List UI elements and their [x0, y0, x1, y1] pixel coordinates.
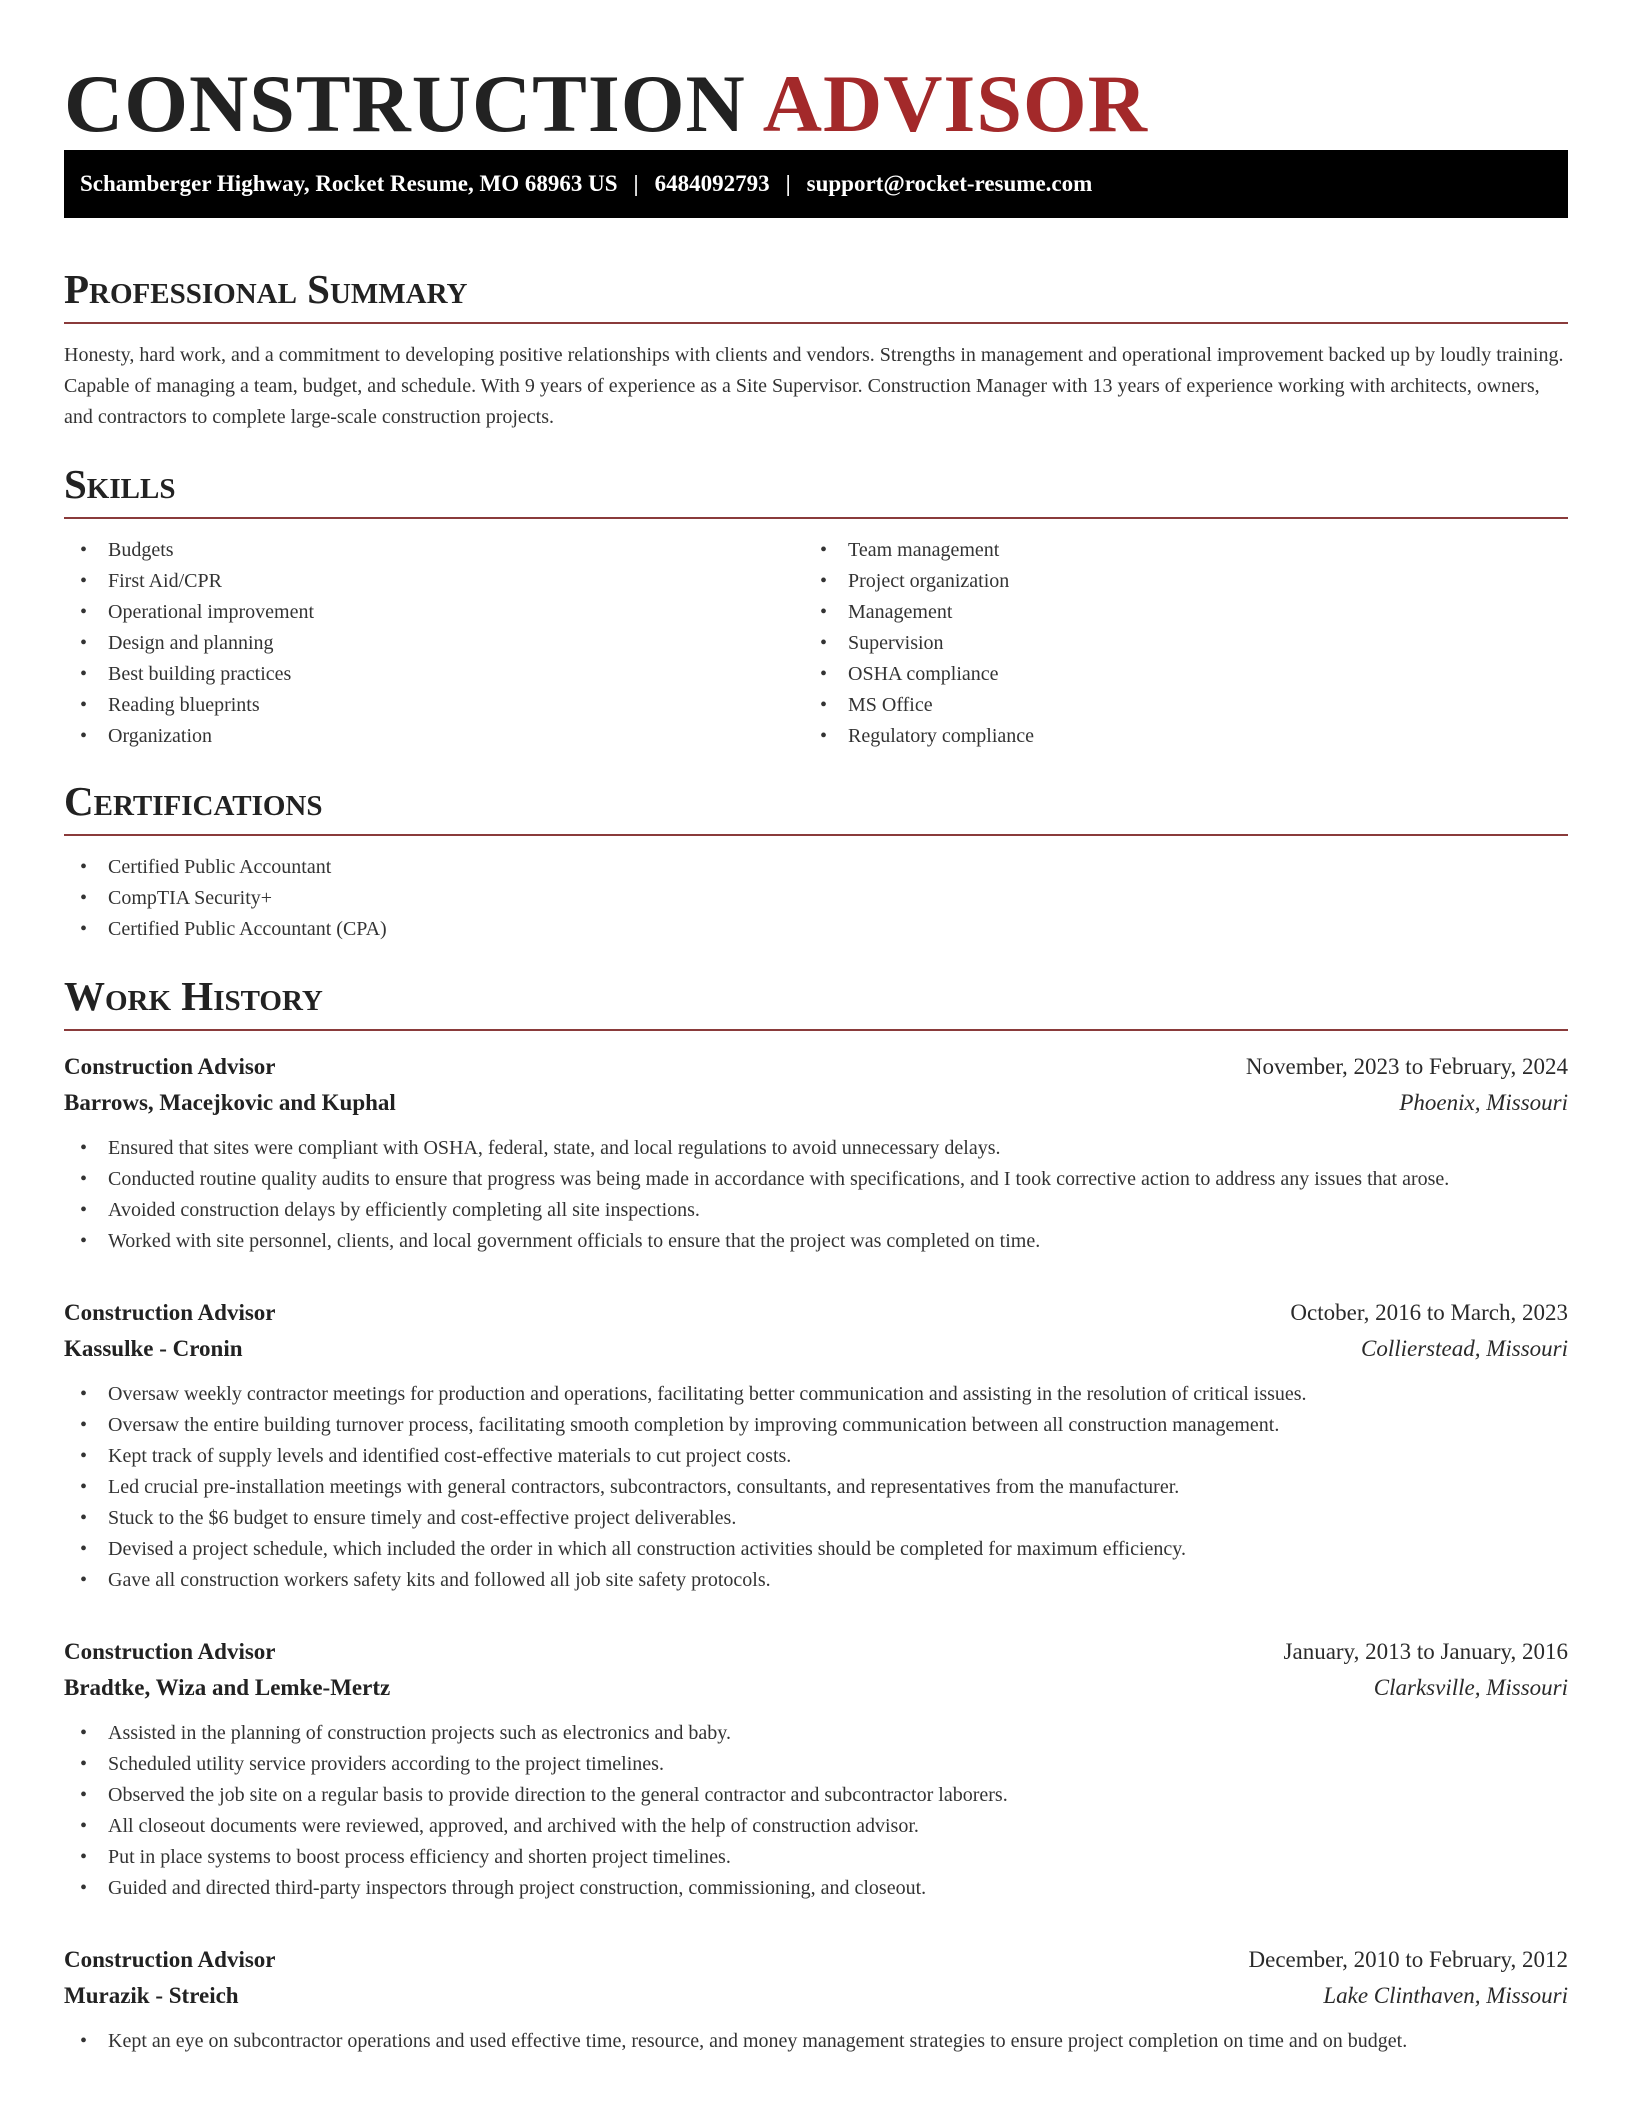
job-duties-list [64, 1379, 1568, 1596]
job-entry [64, 1049, 1568, 1257]
certifications-list [64, 852, 1568, 945]
job-header-row [64, 1634, 1568, 1670]
job-company-row [64, 1085, 1568, 1121]
title-main: CONSTRUCTION [64, 58, 746, 149]
summary-heading: Professional Summary [64, 264, 1568, 324]
certifications-heading: Certifications [64, 776, 1568, 836]
certification-item: • Certified Public Accountant [64, 852, 1568, 883]
job-title: Construction Advisor [64, 1639, 276, 1664]
contact-separator: | [633, 171, 639, 196]
job-entry [64, 1634, 1568, 1904]
job-company: Murazik - Streich [64, 1983, 239, 2008]
job-duty-item: • Guided and directed third-party inspectors through project construction, commissioning, and closeout. [64, 1873, 1568, 1904]
skills-list-right [804, 535, 1544, 752]
skill-item: • Design and planning [64, 628, 804, 659]
job-duty-item: • Kept track of supply levels and identified cost-effective materials to cut project costs. [64, 1441, 1568, 1472]
skill-item: • Regulatory compliance [804, 721, 1544, 752]
skills-grid [64, 535, 1568, 752]
job-dates: January, 2013 to January, 2016 [1283, 1639, 1568, 1664]
contact-bar [64, 150, 1568, 218]
skills-heading: Skills [64, 459, 1568, 519]
skill-item: • Reading blueprints [64, 690, 804, 721]
job-duty-item: • Led crucial pre-installation meetings with general contractors, subcontractors, consultants, and representatives from the manufacturer. [64, 1472, 1568, 1503]
job-duty-item: • Avoided construction delays by efficiently completing all site inspections. [64, 1195, 1568, 1226]
job-company: Bradtke, Wiza and Lemke-Mertz [64, 1675, 391, 1700]
job-duty-item: • Observed the job site on a regular basis to provide direction to the general contractor and subcontractor laborers. [64, 1780, 1568, 1811]
skill-item: • Best building practices [64, 659, 804, 690]
job-duty-item: • Oversaw the entire building turnover process, facilitating smooth completion by improving communication between all construction management. [64, 1410, 1568, 1441]
job-duty-item: • Kept an eye on subcontractor operations and used effective time, resource, and money management strategies to ensure project completion on time and on budget. [64, 2026, 1568, 2057]
job-title: Construction Advisor [64, 1947, 276, 1972]
certification-item: • Certified Public Accountant (CPA) [64, 914, 1568, 945]
job-duty-item: • Conducted routine quality audits to ensure that progress was being made in accordance with specifications, and I took corrective action to address any issues that arose. [64, 1164, 1568, 1195]
resume-title [64, 0, 1568, 150]
job-duties-list [64, 1133, 1568, 1257]
contact-address: Schamberger Highway, Rocket Resume, MO 68963 US [80, 171, 618, 196]
job-duty-item: • Ensured that sites were compliant with OSHA, federal, state, and local regulations to avoid unnecessary delays. [64, 1133, 1568, 1164]
work-history-heading: Work History [64, 971, 1568, 1031]
contact-email: support@rocket-resume.com [806, 171, 1093, 196]
job-company: Barrows, Macejkovic and Kuphal [64, 1090, 396, 1115]
job-duties-list [64, 2026, 1568, 2057]
job-duty-item: • Stuck to the $6 budget to ensure timely and cost-effective project deliverables. [64, 1503, 1568, 1534]
job-header-row [64, 1295, 1568, 1331]
skill-item: • Supervision [804, 628, 1544, 659]
job-duty-item: • Gave all construction workers safety kits and followed all job site safety protocols. [64, 1565, 1568, 1596]
summary-text: Honesty, hard work, and a commitment to developing positive relationships with clients and vendors. Strengths in management and operational improvement backed up by loudly training. Capable of managing a team, budget, and schedule. With 9 years of experience as a Site Supervisor. Construction Manager with 13 years of experience working with architects, owners, and contractors to complete large-scale construction projects. [64, 344, 1564, 428]
job-location: Clarksville, Missouri [1373, 1675, 1568, 1700]
work-history-list [64, 1049, 1568, 2057]
skill-item: • Budgets [64, 535, 804, 566]
job-entry [64, 1295, 1568, 1596]
certification-item: • CompTIA Security+ [64, 883, 1568, 914]
skill-item: • Project organization [804, 566, 1544, 597]
skill-item: • Team management [804, 535, 1544, 566]
job-location: Lake Clinthaven, Missouri [1323, 1983, 1568, 2008]
job-duty-item: • Worked with site personnel, clients, and local government officials to ensure that the project was completed on time. [64, 1226, 1568, 1257]
contact-separator: | [785, 171, 791, 196]
job-location: Collierstead, Missouri [1360, 1336, 1568, 1361]
job-location: Phoenix, Missouri [1399, 1090, 1568, 1115]
job-company-row [64, 1978, 1568, 2014]
job-dates: December, 2010 to February, 2012 [1248, 1947, 1568, 1972]
job-company-row [64, 1331, 1568, 1367]
title-accent: ADVISOR [762, 58, 1148, 149]
skill-item: • First Aid/CPR [64, 566, 804, 597]
job-company: Kassulke - Cronin [64, 1336, 243, 1361]
contact-phone: 6484092793 [654, 171, 770, 196]
job-duty-item: • Oversaw weekly contractor meetings for production and operations, facilitating better communication and assisting in the resolution of critical issues. [64, 1379, 1568, 1410]
skill-item: • OSHA compliance [804, 659, 1544, 690]
job-duty-item: • Scheduled utility service providers according to the project timelines. [64, 1749, 1568, 1780]
job-entry [64, 1942, 1568, 2057]
job-dates: October, 2016 to March, 2023 [1290, 1300, 1568, 1325]
job-title: Construction Advisor [64, 1054, 276, 1079]
job-title: Construction Advisor [64, 1300, 276, 1325]
skill-item: • Management [804, 597, 1544, 628]
job-duty-item: • Assisted in the planning of construction projects such as electronics and baby. [64, 1718, 1568, 1749]
job-duty-item: • All closeout documents were reviewed, approved, and archived with the help of construction advisor. [64, 1811, 1568, 1842]
job-dates: November, 2023 to February, 2024 [1245, 1054, 1568, 1079]
skill-item: • Operational improvement [64, 597, 804, 628]
job-header-row [64, 1942, 1568, 1978]
job-company-row [64, 1670, 1568, 1706]
skills-list-left [64, 535, 804, 752]
job-duties-list [64, 1718, 1568, 1904]
skill-item: • MS Office [804, 690, 1544, 721]
job-duty-item: • Devised a project schedule, which included the order in which all construction activities should be completed for maximum efficiency. [64, 1534, 1568, 1565]
skill-item: • Organization [64, 721, 804, 752]
job-header-row [64, 1049, 1568, 1085]
job-duty-item: • Put in place systems to boost process efficiency and shorten project timelines. [64, 1842, 1568, 1873]
